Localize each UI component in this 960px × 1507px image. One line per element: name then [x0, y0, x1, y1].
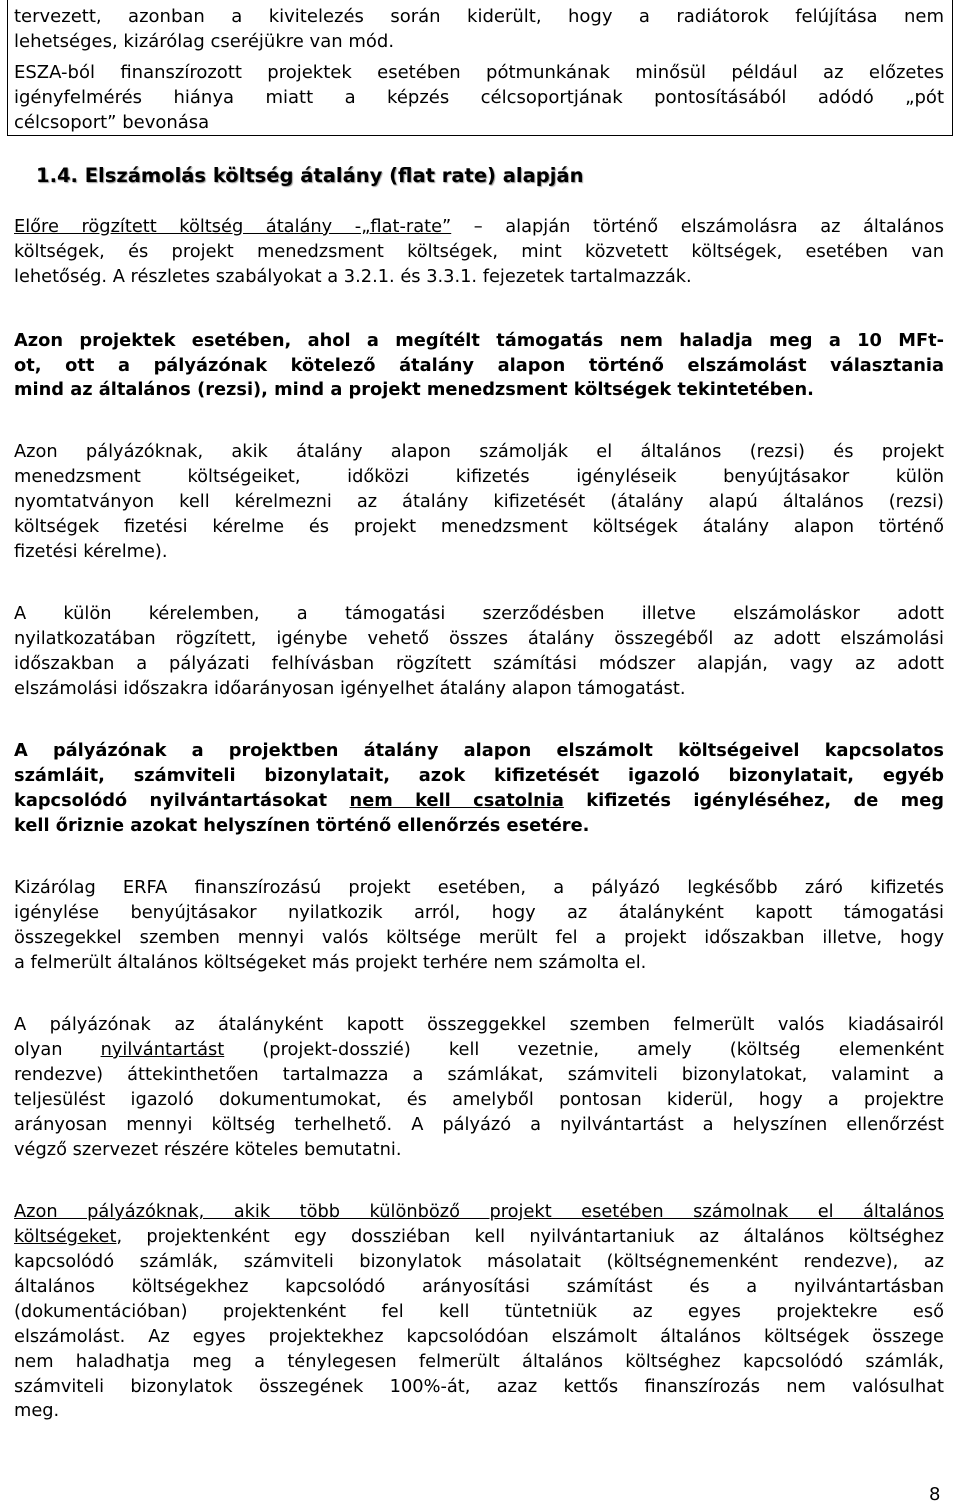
p3-line-2: menedzsment költségeiket, időközi kifizetés igényléseik benyújtásakor külön: [14, 466, 944, 487]
p7-line-6: végző szervezet részére köteles bemutatni.: [14, 1139, 402, 1160]
p8-line-1: [14, 1199, 944, 1224]
box-line-3: ESZA-ból finanszírozott projektek esetében pótmunkának minősül például az előzetes: [14, 62, 944, 83]
p8-underlined-text-1: Azon pályázóknak, akik több különböző projekt esetében számolnak el általános: [14, 1201, 944, 1222]
section-heading: 1.4. Elszámolás költség átalány (flat rate) alapján: [36, 164, 584, 187]
p5-line-3-start: kapcsolódó nyilvántartásokat: [14, 790, 350, 811]
p3-line-3: nyomtatványon kell kérelmezni az átalány kifizetését (átalány alapú általános (rezsi): [14, 491, 944, 512]
p5-line-3-end: kifizetés igényléséhez, de meg: [563, 790, 944, 811]
p4-line-4: elszámolási időszakra időarányosan igényelhet átalány alapon támogatást.: [14, 678, 686, 699]
p6-line-3: összegekkel szemben mennyi valós költsége merült fel a projekt időszakban illetve, hogy: [14, 927, 944, 948]
p3-line-5: fizetési kérelme).: [14, 541, 168, 562]
p8-line-2-rest: , projektenként egy dossziéban kell nyilvántartaniuk az általános költséghez: [116, 1226, 944, 1247]
box-line-4: igényfelmérés hiánya miatt a képzés célcsoportjának pontosításából adódó „pót: [14, 87, 944, 108]
p7-underlined-text: nyilvántartást: [100, 1039, 225, 1060]
p2-line-2: ot, ott a pályázónak kötelező átalány alapon történő elszámolást választania: [14, 355, 944, 376]
p8-line-8: számviteli bizonylatok összegének 100%-át, azaz kettős finanszírozás nem valósulhat: [14, 1376, 944, 1397]
p8-line-9: meg.: [14, 1400, 60, 1421]
p6-line-2: igénylése benyújtásakor nyilatkozik arról, hogy az átalányként kapott támogatási: [14, 902, 944, 923]
p8-line-7: nem haladhatja meg a ténylegesen felmerült általános költséghez kapcsolódó számlák,: [14, 1351, 944, 1372]
p3-line-1: Azon pályázóknak, akik átalány alapon számolják el általános (rezsi) és projekt: [14, 441, 944, 462]
p2-line-1: Azon projektek esetében, ahol a megítélt támogatás nem haladja meg a 10 MFt-: [14, 330, 944, 351]
p8-underlined-text-2: költségeket: [14, 1226, 117, 1247]
box-line-1: tervezett, azonban a kivitelezés során kiderült, hogy a radiátorok felújítása nem: [14, 6, 944, 27]
p4-line-3: időszakban a pályázati felhívásban rögzített számítási módszer alapján, vagy az adott: [14, 653, 944, 674]
p7-line-1: A pályázónak az átalányként kapott összeggekkel szemben felmerült valós kiadásairól: [14, 1014, 944, 1035]
box-line-2: lehetséges, kizárólag cseréjükre van mód.: [14, 31, 395, 52]
p6-line-1: Kizárólag ERFA finanszírozású projekt esetében, a pályázó legkésőbb záró kifizetés: [14, 877, 944, 898]
p4-line-1: A külön kérelemben, a támogatási szerződésben illetve elszámoláskor adott: [14, 603, 944, 624]
box-line-5: célcsoport” bevonása: [14, 112, 210, 133]
p1-line-1-rest: – alapján történő elszámolásra az általános: [451, 216, 944, 237]
p5-line-4: kell őriznie azokat helyszínen történő ellenőrzés esetére.: [14, 815, 590, 836]
p4-line-2: nyilatkozatában rögzített, igénybe vehető összes átalány összegéből az adott elszámolási: [14, 628, 944, 649]
p2-line-3: mind az általános (rezsi), mind a projekt menedzsment költségek tekintetében.: [14, 379, 814, 400]
p7-line-2: [14, 1037, 944, 1062]
p8-line-2: [14, 1224, 944, 1249]
p3-line-4: költségek fizetési kérelme és projekt menedzsment költségek átalány alapon történő: [14, 516, 944, 537]
page-number: 8: [929, 1484, 941, 1505]
p5-line-2: számláit, számviteli bizonylatait, azok kifizetését igazoló bizonylatait, egyéb: [14, 765, 944, 786]
p7-line-2-start: olyan: [14, 1039, 101, 1060]
p1-line-1: [14, 214, 944, 239]
p7-line-4: teljesülést igazoló dokumentumokat, és amelyből pontosan kiderül, hogy a projektre: [14, 1089, 944, 1110]
p6-line-4: a felmerült általános költségeket más projekt terhére nem számolta el.: [14, 952, 647, 973]
p8-line-4: általános költségekhez kapcsolódó arányosítási számítást és a nyilvántartásban: [14, 1276, 944, 1297]
p1-underlined-text: Előre rögzített költség átalány -„flat-rate”: [14, 216, 452, 237]
p1-line-2: költségek, és projekt menedzsment költségek, mint közvetett költségek, esetében van: [14, 241, 944, 262]
p8-line-3: kapcsolódó számlák, számviteli bizonylatok másolatait (költségnemenként rendezve), az: [14, 1251, 944, 1272]
p5-line-1: A pályázónak a projektben átalány alapon elszámolt költségeivel kapcsolatos: [14, 740, 944, 761]
p7-line-2-end: (projekt-dosszié) kell vezetnie, amely (költség elemenként: [224, 1039, 944, 1060]
p7-line-3: rendezve) áttekinthetően tartalmazza a számlákat, számviteli bizonylatokat, valamint a: [14, 1064, 944, 1085]
p8-line-5: (dokumentációban) projektenként fel kell tüntetniük az egyes projektekre eső: [14, 1301, 944, 1322]
p7-line-5: arányosan mennyi költség terhelhető. A pályázó a nyilvántartást a helyszínen ellenőrzést: [14, 1114, 944, 1135]
p8-line-6: elszámolást. Az egyes projektekhez kapcsolódóan elszámolt általános költségek összege: [14, 1326, 944, 1347]
p5-line-3: [14, 788, 944, 813]
p1-line-3: lehetőség. A részletes szabályokat a 3.2.1. és 3.3.1. fejezetek tartalmazzák.: [14, 266, 692, 287]
p5-underlined-text: nem kell csatolnia: [349, 790, 564, 811]
